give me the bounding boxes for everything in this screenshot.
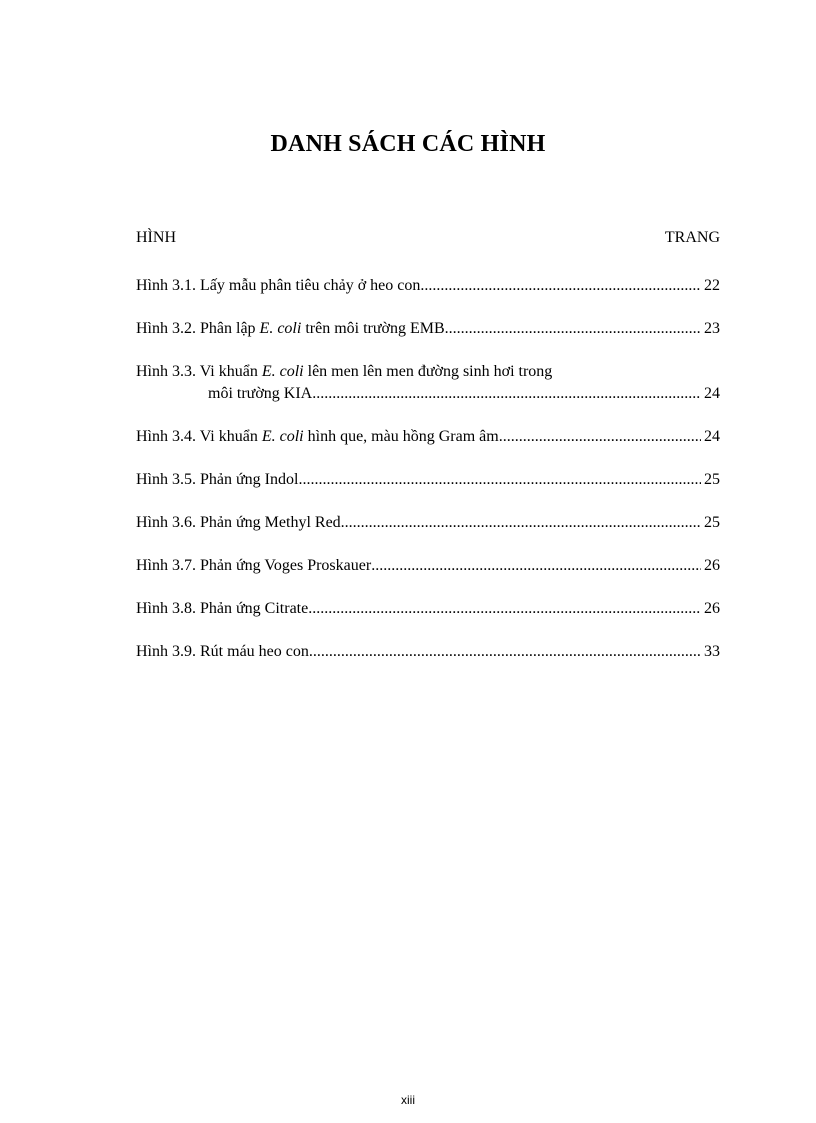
entry-title-continued: môi trường KIA [208, 385, 313, 402]
list-item[interactable] [136, 598, 720, 620]
list-item[interactable] [136, 555, 720, 577]
page-number: xiii [401, 1093, 415, 1107]
dot-leader [308, 598, 701, 620]
dot-leader [312, 383, 701, 405]
entry-page: 24 [704, 385, 720, 402]
entry-title: Hình 3.9. Rút máu heo con [136, 643, 309, 660]
entry-title: Hình 3.6. Phản ứng Methyl Red [136, 514, 341, 531]
list-item[interactable] [136, 426, 720, 448]
column-header-page: TRANG [664, 229, 720, 246]
entry-title: Hình 3.8. Phản ứng Citrate [136, 600, 309, 617]
dot-leader [309, 641, 701, 663]
list-item[interactable] [136, 318, 720, 340]
dot-leader [341, 512, 701, 534]
entry-title: Hình 3.5. Phản ứng Indol [136, 471, 299, 488]
dot-leader [371, 555, 701, 577]
entry-title: Hình 3.7. Phản ứng Voges Proskauer [136, 557, 372, 574]
entry-title: Hình 3.3. Vi khuẩn E. coli lên men lên men đường sinh hơi trong [136, 363, 553, 380]
entry-page: 25 [704, 471, 720, 488]
list-item[interactable] [136, 641, 720, 663]
column-header-figure: HÌNH [136, 229, 176, 246]
list-header [136, 229, 720, 247]
list-item[interactable] [136, 275, 720, 297]
entry-title: Hình 3.1. Lấy mẫu phân tiêu chảy ở heo con [136, 277, 421, 294]
entry-page: 24 [704, 428, 720, 445]
entry-page: 26 [704, 557, 720, 574]
entry-page: 26 [704, 600, 720, 617]
entry-page: 23 [704, 320, 720, 337]
entry-page: 33 [704, 643, 720, 660]
dot-leader [445, 318, 701, 340]
dot-leader [420, 275, 701, 297]
entry-title: Hình 3.4. Vi khuẩn E. coli hình que, màu hồng Gram âm [136, 428, 499, 445]
entry-title: Hình 3.2. Phân lập E. coli trên môi trường EMB [136, 320, 445, 337]
list-item[interactable] [136, 469, 720, 491]
list-item[interactable] [136, 512, 720, 534]
figure-list [136, 275, 720, 684]
entry-page: 22 [704, 277, 720, 294]
page-title: DANH SÁCH CÁC HÌNH [270, 131, 546, 157]
list-item[interactable] [136, 361, 720, 405]
entry-page: 25 [704, 514, 720, 531]
dot-leader [499, 426, 701, 448]
dot-leader [298, 469, 701, 491]
